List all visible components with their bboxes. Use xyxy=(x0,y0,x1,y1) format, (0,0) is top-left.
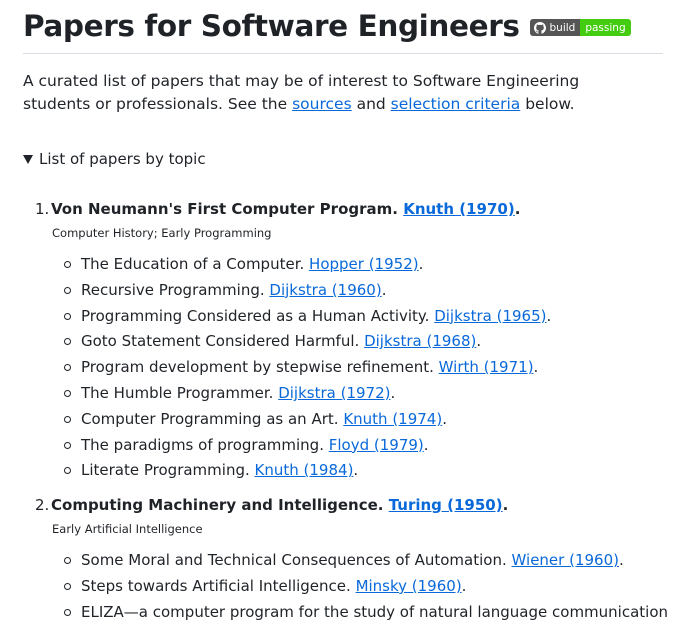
paper-list xyxy=(23,549,669,626)
paper-period: . xyxy=(533,358,539,377)
circle-bullet-icon xyxy=(64,287,71,294)
circle-bullet-icon xyxy=(64,609,71,616)
badge-right xyxy=(580,19,630,36)
paper-period: . xyxy=(423,435,429,454)
title-divider xyxy=(23,53,663,54)
circle-bullet-icon xyxy=(64,364,71,371)
intro-text-1: A curated list of papers that may be of interest to Software Engineering students or professionals. See the xyxy=(23,72,580,113)
topic-category: Computer History; Early Programming xyxy=(52,226,272,240)
paper-title: Computer Programming as an Art. xyxy=(81,409,339,428)
paper-reference-link[interactable]: Hopper (1952) xyxy=(309,255,419,273)
topic-number: 1. xyxy=(35,200,50,218)
details-toggle[interactable] xyxy=(23,150,663,168)
circle-bullet-icon xyxy=(64,416,71,423)
paper-period: . xyxy=(461,576,467,595)
paper-reference-link[interactable]: Floyd (1979) xyxy=(328,435,424,454)
paper-reference-link[interactable]: Dijkstra (1972) xyxy=(278,383,391,402)
title-row xyxy=(23,0,663,46)
topic-title: Von Neumann's First Computer Program. xyxy=(51,200,398,218)
paper-list xyxy=(23,253,663,485)
intro-paragraph xyxy=(23,70,643,115)
paper-title: Literate Programming. xyxy=(81,461,250,480)
circle-bullet-icon xyxy=(64,583,71,590)
paper-list-item xyxy=(23,549,663,575)
paper-title: The Education of a Computer. xyxy=(81,255,305,273)
paper-list-item xyxy=(23,356,663,382)
circle-bullet-icon xyxy=(64,467,71,474)
paper-period: . xyxy=(476,332,482,351)
paper-title: Steps towards Artificial Intelligence. xyxy=(81,576,351,595)
topic-period: . xyxy=(514,200,521,218)
paper-title: Goto Statement Considered Harmful. xyxy=(81,332,360,351)
sources-link[interactable]: sources xyxy=(292,94,352,113)
paper-list-item xyxy=(23,601,669,627)
paper-title: ELIZA—a computer program for the study of natural language communication xyxy=(81,602,669,621)
paper-period: . xyxy=(381,280,387,299)
topic-number: 2. xyxy=(35,496,50,515)
topic-heading xyxy=(23,495,663,515)
paper-list-item xyxy=(23,279,663,305)
paper-period: . xyxy=(353,461,359,480)
paper-list-item xyxy=(23,408,663,434)
paper-list-item xyxy=(23,459,663,485)
paper-reference-link[interactable]: Dijkstra (1960) xyxy=(269,280,382,299)
paper-reference-link[interactable]: Knuth (1974) xyxy=(343,409,443,428)
circle-bullet-icon xyxy=(64,557,71,564)
badge-left-label: build xyxy=(549,21,576,34)
selection-criteria-link[interactable]: selection criteria xyxy=(390,94,521,113)
intro-text-2: and xyxy=(351,94,391,113)
circle-bullet-icon xyxy=(64,390,71,397)
build-badge[interactable] xyxy=(530,19,631,36)
paper-list-item xyxy=(23,330,663,356)
paper-list-item xyxy=(23,575,663,601)
circle-bullet-icon xyxy=(64,338,71,345)
disclosure-triangle-icon xyxy=(23,155,33,164)
paper-reference-link[interactable]: Minsky (1960) xyxy=(355,576,462,595)
topic-period: . xyxy=(502,496,509,515)
paper-title: Recursive Programming. xyxy=(81,280,265,299)
paper-title: Some Moral and Technical Consequences of Automation. xyxy=(81,551,507,570)
paper-list-item xyxy=(23,434,663,460)
paper-reference-link[interactable]: Dijkstra (1965) xyxy=(434,306,547,325)
paper-title: Programming Considered as a Human Activity. xyxy=(81,306,430,325)
page-title: Papers for Software Engineers xyxy=(23,9,520,43)
paper-reference-link[interactable]: Knuth (1984) xyxy=(254,461,354,480)
paper-period: . xyxy=(546,306,552,325)
paper-list-item xyxy=(23,382,663,408)
paper-reference-link[interactable]: Wiener (1960) xyxy=(511,551,619,570)
circle-bullet-icon xyxy=(64,313,71,320)
paper-period: . xyxy=(390,383,396,402)
intro-text-3: below. xyxy=(520,94,575,113)
paper-reference-link[interactable]: Wirth (1971) xyxy=(438,358,534,377)
topic-category: Early Artificial Intelligence xyxy=(52,522,203,537)
paper-title: The paradigms of programming. xyxy=(81,435,324,454)
paper-list-item xyxy=(23,253,663,279)
paper-period: . xyxy=(442,409,447,428)
paper-title: Program development by stepwise refinement. xyxy=(81,358,434,377)
topic-list xyxy=(23,199,669,627)
github-icon xyxy=(534,22,546,34)
badge-right-label: passing xyxy=(585,21,626,34)
circle-bullet-icon xyxy=(64,442,71,449)
badge-left xyxy=(530,19,581,36)
paper-period: . xyxy=(418,255,424,273)
topic-reference-link[interactable]: Turing (1950) xyxy=(388,496,503,515)
topic-reference-link[interactable]: Knuth (1970) xyxy=(403,200,515,218)
circle-bullet-icon xyxy=(64,261,71,268)
topic-heading xyxy=(23,199,663,219)
paper-list-item xyxy=(23,305,663,331)
paper-title: The Humble Programmer. xyxy=(81,383,274,402)
paper-period: . xyxy=(618,551,624,570)
topic-title: Computing Machinery and Intelligence. xyxy=(51,496,384,515)
details-label: List of papers by topic xyxy=(39,150,206,168)
topic-item xyxy=(23,495,669,626)
paper-reference-link[interactable]: Dijkstra (1968) xyxy=(364,332,477,351)
topic-item xyxy=(23,199,663,485)
